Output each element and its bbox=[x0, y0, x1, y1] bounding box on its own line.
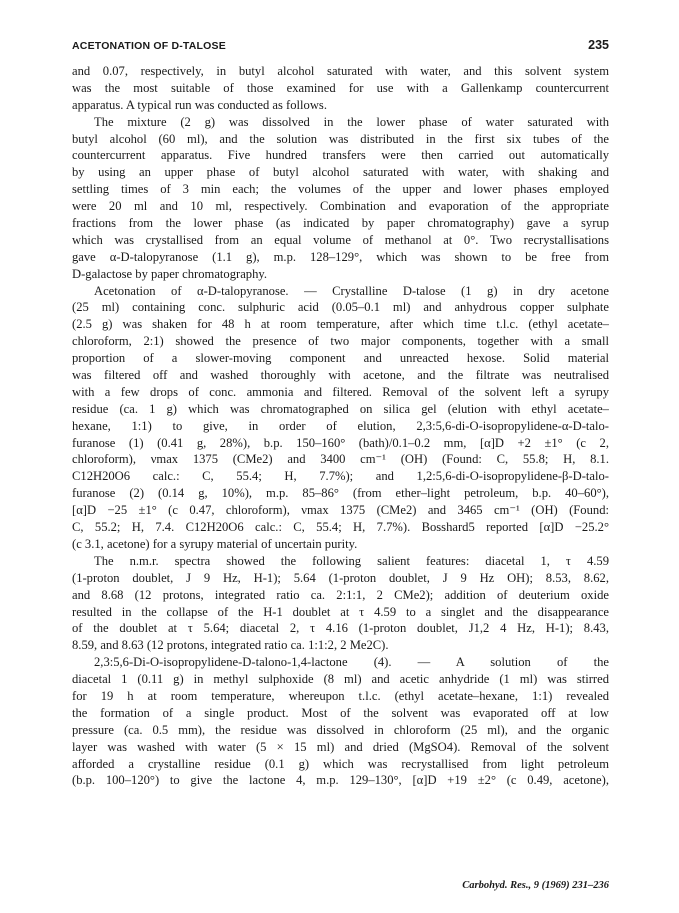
text-line: (25 ml) containing conc. sulphuric acid (0.05–0.1 ml) and anhydrous copper sulphate bbox=[72, 300, 609, 315]
text-line: residue (ca. 1 g) which was chromatographed on silica gel (elution with ethyl acetate– bbox=[72, 401, 609, 416]
text-line: for 19 h at room temperature, whereupon t.l.c. (ethyl acetate–hexane, 1:1) revealed bbox=[72, 688, 609, 703]
text-line: chloroform), νmax 1375 (CMe2) and 3400 cm⁻¹ (OH) (Found: C, 55.8; H, 8.1. bbox=[72, 452, 609, 467]
running-title: ACETONATION OF D-TALOSE bbox=[72, 40, 226, 52]
body-text bbox=[72, 63, 609, 789]
text-line: proportion of a slower-moving component and unreacted hexose. Solid material bbox=[72, 351, 609, 366]
text-line: furanose (2) (0.14 g, 10%), m.p. 85–86° (from ether–light petroleum, b.p. 40–60°), bbox=[72, 486, 609, 501]
text-line: C, 55.2; H, 7.4. C12H20O6 calc.: C, 55.4; H, 7.7%). Bosshard5 reported [α]D −25.2° bbox=[72, 520, 609, 535]
text-line: C12H20O6 calc.: C, 55.4; H, 7.7%); and 1,2:5,6-di-O-isopropylidene-β-D-talo- bbox=[72, 469, 609, 484]
text-line: The n.m.r. spectra showed the following salient features: diacetal 1, τ 4.59 bbox=[94, 553, 609, 568]
text-line: hexane, 1:1) to give, in order of elution, 2,3:5,6-di-O-isopropylidene-α-D-talo- bbox=[72, 418, 609, 433]
text-line: the formation of a single product. Most of the solvent was evaporated off at low bbox=[72, 705, 609, 720]
text-line: apparatus. A typical run was conducted as follows. bbox=[72, 97, 327, 112]
text-line: countercurrent apparatus. Five hundred transfers were then carried out automatically bbox=[72, 148, 609, 163]
page-number: 235 bbox=[588, 38, 609, 52]
text-line: was filtered off and washed thoroughly with acetone, and the filtrate was neutralised bbox=[72, 368, 609, 383]
text-line: afforded a crystalline residue (0.1 g) which was recrystallised from light petroleum bbox=[72, 756, 609, 771]
text-line: chloroform, 2:1) showed the presence of two major components, together with a small bbox=[72, 334, 609, 349]
text-line: was the most suitable of those examined for use with a Gallenkamp countercurrent bbox=[72, 80, 609, 95]
text-line: butyl alcohol (60 ml), and the solution was distributed in the first six tubes of the bbox=[72, 131, 609, 146]
text-line: layer was washed with water (5 × 15 ml) and dried (MgSO4). Removal of the solvent bbox=[72, 739, 609, 754]
text-line: which was crystallised from an equal volume of methanol at 0°. Two recrystallisations bbox=[72, 232, 609, 247]
text-line: (1-proton doublet, J 9 Hz, H-1); 5.64 (1-proton doublet, J 9 Hz OH); 8.53, 8.62, bbox=[72, 570, 609, 585]
text-line: of the doublet at τ 5.64; diacetal 2, τ 4.16 (1-proton doublet, J1,2 4 Hz, H-1); 8.43, bbox=[72, 621, 609, 636]
text-line: resulted in the collapse of the H-1 doublet at τ 4.59 to a singlet and the disappearance bbox=[72, 604, 609, 619]
section-heading-line: Acetonation of α-D-talopyranose. — Crystalline D-talose (1 g) in dry acetone bbox=[94, 283, 609, 298]
text-line: (2.5 g) was shaken for 48 h at room temperature, after which time t.l.c. (ethyl acetate– bbox=[72, 317, 609, 332]
text-line: [α]D −25 ±1° (c 0.47, chloroform), νmax 1375 (CMe2) and 3465 cm⁻¹ (OH) (Found: bbox=[72, 503, 609, 518]
text-line: gave α-D-talopyranose (1.1 g), m.p. 128–129°, which was shown to be free from bbox=[72, 249, 609, 264]
text-line: (c 3.1, acetone) for a syrupy material of uncertain purity. bbox=[72, 536, 358, 551]
text-line: diacetal 1 (0.11 g) in methyl sulphoxide (8 ml) and acetic anhydride (1 ml) was stirred bbox=[72, 672, 609, 687]
text-line: furanose (1) (0.41 g, 28%), b.p. 150–160° (bath)/0.1–0.2 mm, [α]D +2 ±1° (c 2, bbox=[72, 435, 609, 450]
text-line: with a few drops of conc. ammonia and filtered. Removal of the solvent left a syrupy bbox=[72, 384, 609, 399]
section-heading-line: 2,3:5,6-Di-O-isopropylidene-D-talono-1,4-lactone (4). — A solution of the bbox=[94, 655, 609, 670]
text-line: fractions from the lower phase (as indicated by paper chromatography) gave a syrup bbox=[72, 216, 609, 231]
text-line: pressure (ca. 0.5 mm), the residue was dissolved in chloroform (25 ml), and the organic bbox=[72, 722, 609, 737]
text-line: were 20 ml and 10 ml, respectively. Combination and evaporation of the appropriate bbox=[72, 199, 609, 214]
text-line: The mixture (2 g) was dissolved in the lower phase of water saturated with bbox=[94, 114, 609, 129]
running-head bbox=[72, 38, 609, 52]
text-line: and 8.68 (12 protons, integrated ratio ca. 2:1:1, 2 CMe2); addition of deuterium oxide bbox=[72, 587, 609, 602]
text-line: by using an upper phase of butyl alcohol saturated with water, with shaking and bbox=[72, 165, 609, 180]
text-line: settling times of 3 min each; the volumes of the upper and lower phases employed bbox=[72, 182, 609, 197]
text-line: 8.59, and 8.63 (12 protons, integrated ratio ca. 1:1:2, 2 Me2C). bbox=[72, 638, 389, 653]
text-line: D-galactose by paper chromatography. bbox=[72, 266, 268, 281]
journal-citation: Carbohyd. Res., 9 (1969) 231–236 bbox=[462, 880, 609, 891]
text-line: (b.p. 100–120°) to give the lactone 4, m.p. 129–130°, [α]D +19 ±2° (c 0.49, acetone), bbox=[72, 773, 609, 788]
text-line: and 0.07, respectively, in butyl alcohol saturated with water, and this solvent system bbox=[72, 64, 609, 78]
